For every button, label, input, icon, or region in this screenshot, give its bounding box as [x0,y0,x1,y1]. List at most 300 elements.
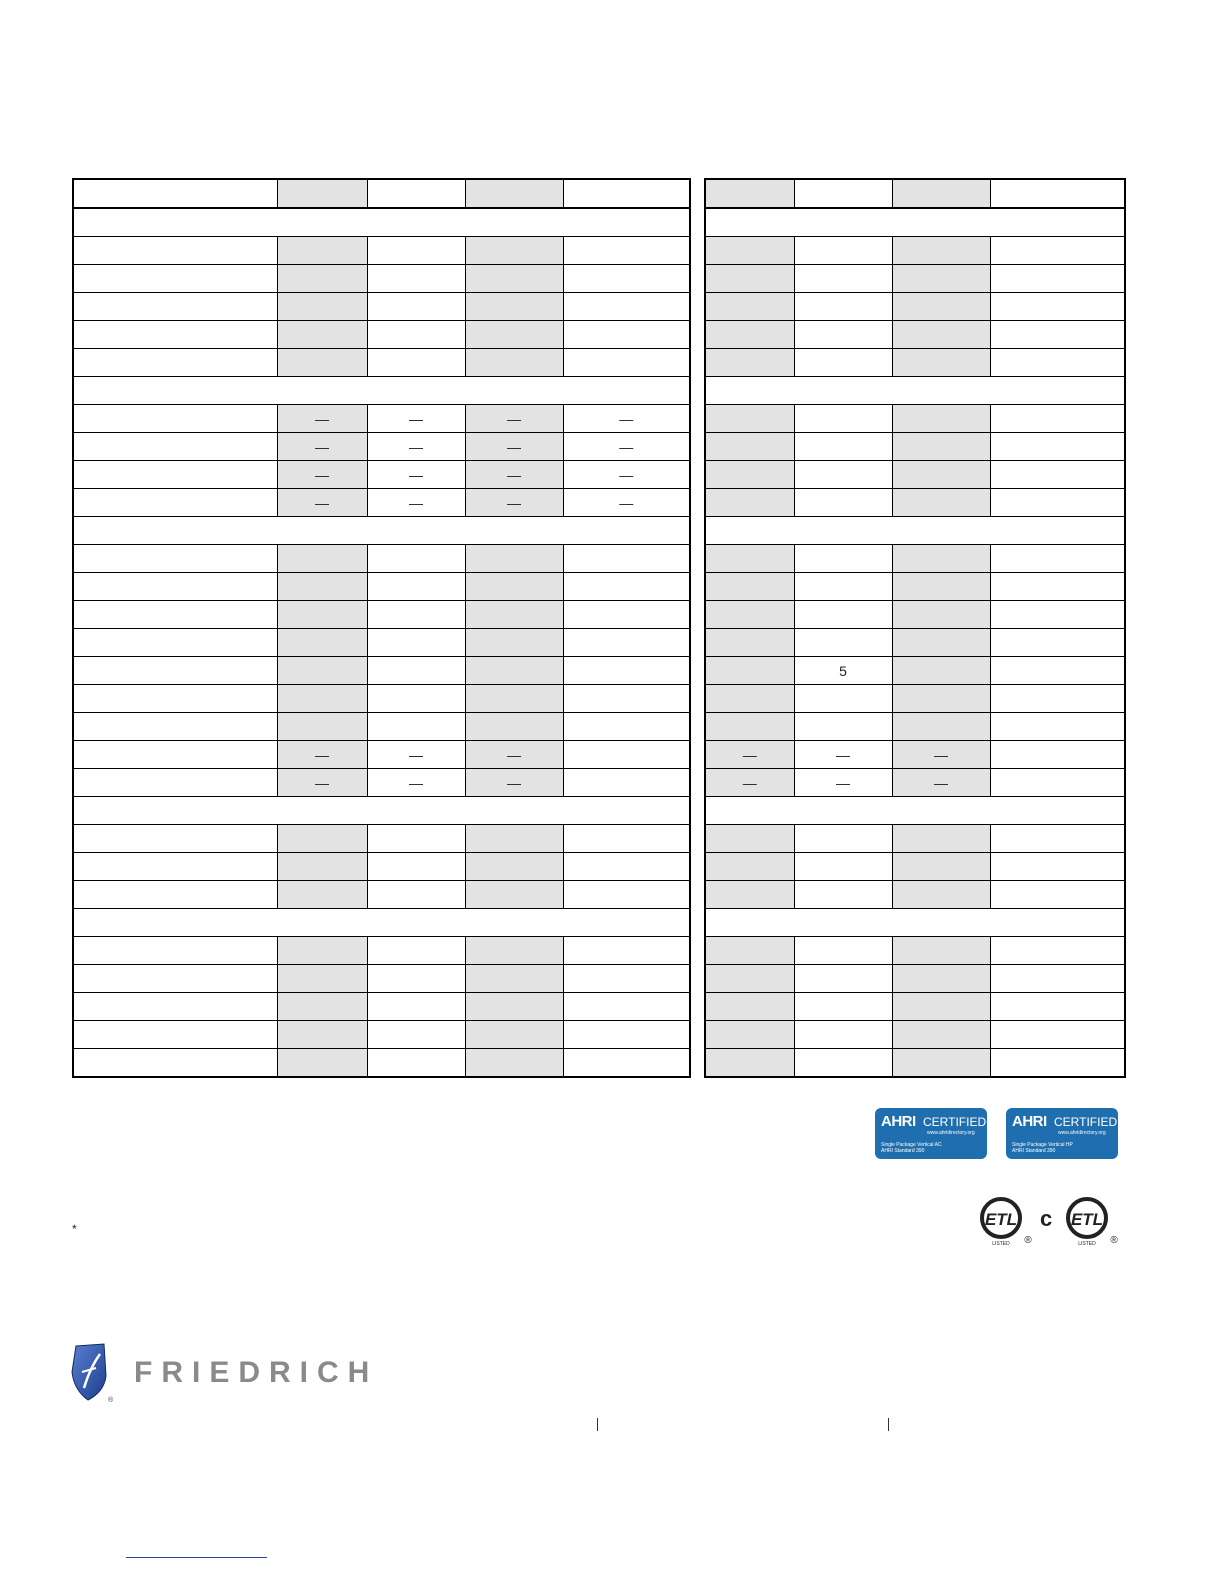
table-row [73,237,690,265]
table-row [73,461,690,489]
table-cell [563,321,690,349]
table-row [73,741,690,769]
table-row [705,601,1125,629]
table-cell [73,769,277,797]
table-cell [465,881,563,909]
section-header-cell [705,377,1125,405]
registered-mark: ® [1024,1235,1032,1246]
table-cell [465,657,563,685]
table-cell [277,601,367,629]
table-cell [367,349,465,377]
table-cell [367,937,465,965]
etl-listed-text: LISTED [992,1241,1010,1247]
etl-canada-c: c [1040,1206,1053,1231]
table-row [73,937,690,965]
table-cell [794,349,892,377]
table-cell [892,237,990,265]
table-cell [990,433,1125,461]
table-cell [277,293,367,321]
table-cell [794,685,892,713]
certified-text: CERTIFIED [923,1115,987,1129]
table-cell [892,545,990,573]
table-cell [73,237,277,265]
section-header-row [73,797,690,825]
table-cell [563,937,690,965]
table-cell [73,489,277,517]
table-cell [465,1049,563,1078]
table-cell [465,349,563,377]
table-cell [705,433,794,461]
section-header-row [73,909,690,937]
ahri-certified-hp-badge [1006,1108,1118,1159]
table-row [705,741,1125,769]
table-cell [73,685,277,713]
ahri-url: www.ahridirectory.org [927,1130,975,1136]
table-cell [73,1021,277,1049]
table-cell [705,713,794,741]
table-cell [465,293,563,321]
table-cell [73,713,277,741]
table-row [73,629,690,657]
table-cell [367,685,465,713]
badge-line-2: AHRI Standard 390 [881,1148,925,1154]
table-cell [277,657,367,685]
table-row [705,881,1125,909]
table-cell [990,461,1125,489]
table-cell: — [277,405,367,433]
table-cell [367,881,465,909]
table-cell [892,601,990,629]
table-cell [465,1021,563,1049]
table-cell [73,993,277,1021]
table-cell [794,825,892,853]
table-cell [367,629,465,657]
table-cell [892,573,990,601]
table-cell [794,1021,892,1049]
footer-link-underline[interactable] [126,1557,267,1558]
section-header-row [705,517,1125,545]
table-row [705,629,1125,657]
table-cell [990,769,1125,797]
table-row [705,769,1125,797]
table-cell: — [465,489,563,517]
table-cell [705,965,794,993]
table-cell [563,573,690,601]
table-cell [367,237,465,265]
table-cell: — [277,769,367,797]
table-cell [705,573,794,601]
table-cell [563,179,690,208]
table-cell: — [794,769,892,797]
table-row [705,1049,1125,1078]
table-cell [277,321,367,349]
table-cell [990,601,1125,629]
table-row [705,937,1125,965]
table-cell: — [367,489,465,517]
section-header-row [705,797,1125,825]
table-cell [73,179,277,208]
table-row [73,881,690,909]
table-cell [277,825,367,853]
table-cell: — [794,741,892,769]
table-cell [794,265,892,293]
table-cell [277,265,367,293]
table-cell [990,1049,1125,1078]
table-cell [367,713,465,741]
badge-description [1012,1142,1073,1154]
table-cell [563,853,690,881]
footer-divider [888,1418,889,1431]
table-cell: — [277,433,367,461]
table-cell [705,179,794,208]
table-cell [277,685,367,713]
table-cell [563,629,690,657]
table-cell [705,601,794,629]
table-cell [794,573,892,601]
table-cell [367,179,465,208]
table-row [705,293,1125,321]
table-cell [367,265,465,293]
table-cell [892,179,990,208]
table-cell [277,881,367,909]
table-cell [465,937,563,965]
section-header-cell [73,797,690,825]
table-cell [705,629,794,657]
table-cell [990,825,1125,853]
table-cell [465,713,563,741]
table-row [73,1049,690,1078]
table-cell [892,937,990,965]
table-cell [705,937,794,965]
table-cell: — [563,433,690,461]
table-cell [73,657,277,685]
table-cell [563,293,690,321]
table-cell [892,461,990,489]
table-cell [892,349,990,377]
table-cell [990,937,1125,965]
table-cell [990,489,1125,517]
table-row [705,405,1125,433]
table-cell [794,461,892,489]
table-cell [990,237,1125,265]
table-cell [794,179,892,208]
table-cell [277,179,367,208]
table-cell [794,713,892,741]
table-cell [277,1021,367,1049]
table-cell [563,713,690,741]
table-cell [705,237,794,265]
section-header-cell [705,208,1125,237]
table-row [705,461,1125,489]
table-cell [73,965,277,993]
table-cell [990,685,1125,713]
table-row [705,265,1125,293]
table-cell [367,601,465,629]
table-cell: — [465,769,563,797]
section-header-cell [705,909,1125,937]
table-cell [277,629,367,657]
table-cell [892,629,990,657]
table-row [705,179,1125,208]
table-cell: — [892,741,990,769]
table-cell [705,1049,794,1078]
badge-description [881,1142,942,1154]
table-cell [794,405,892,433]
table-cell [892,433,990,461]
table-cell [73,433,277,461]
table-cell: — [563,405,690,433]
table-cell [465,685,563,713]
spec-table-left [72,178,691,1078]
table-row [705,825,1125,853]
table-row [73,545,690,573]
table-cell [794,433,892,461]
table-cell [465,265,563,293]
footer-divider [597,1418,598,1431]
table-cell [990,629,1125,657]
table-cell [73,265,277,293]
etl-listed-text: LISTED [1078,1241,1096,1247]
brand-registered-mark: ® [108,1397,114,1404]
table-cell [990,1021,1125,1049]
table-cell [990,405,1125,433]
section-header-row [73,208,690,237]
table-cell [892,853,990,881]
etl-mark-text: ETL [1070,1210,1104,1229]
table-cell [73,741,277,769]
table-cell [465,629,563,657]
table-cell: — [892,769,990,797]
table-cell [892,685,990,713]
table-row [705,853,1125,881]
table-row [705,545,1125,573]
table-cell [705,265,794,293]
table-row [705,433,1125,461]
table-row [73,965,690,993]
table-cell [892,265,990,293]
table-cell [277,853,367,881]
table-row [705,685,1125,713]
table-cell [73,1049,277,1078]
table-cell [563,1049,690,1078]
table-cell: — [277,489,367,517]
table-cell [794,881,892,909]
section-header-row [73,517,690,545]
table-cell [705,489,794,517]
table-cell: — [465,741,563,769]
table-cell [705,685,794,713]
table-cell [990,573,1125,601]
table-row [73,825,690,853]
table-cell: — [367,461,465,489]
table-cell [892,489,990,517]
table-cell [465,965,563,993]
table-cell [794,1049,892,1078]
table-cell [794,629,892,657]
ahri-logo-text: AHRI [881,1113,916,1130]
brand-name: FRIEDRICH [134,1356,379,1389]
table-cell [277,713,367,741]
table-row [73,713,690,741]
table-cell [367,293,465,321]
table-cell [465,179,563,208]
table-cell [73,461,277,489]
table-cell [277,237,367,265]
table-row [73,1021,690,1049]
table-cell [892,1021,990,1049]
table-cell: — [705,741,794,769]
table-cell [794,489,892,517]
table-cell [705,993,794,1021]
table-cell [465,321,563,349]
table-cell [892,993,990,1021]
section-header-cell [73,208,690,237]
table-row [705,321,1125,349]
table-cell [73,937,277,965]
table-cell: — [367,769,465,797]
table-cell [277,349,367,377]
table-cell [990,179,1125,208]
table-cell: — [367,741,465,769]
table-cell [367,825,465,853]
table-cell [563,657,690,685]
table-cell [990,853,1125,881]
registered-mark: ® [1110,1235,1118,1246]
table-cell [892,965,990,993]
table-cell [990,993,1125,1021]
table-cell [73,601,277,629]
table-cell [277,937,367,965]
table-cell [277,1049,367,1078]
table-cell [892,657,990,685]
table-cell [73,545,277,573]
table-cell: 5 [794,657,892,685]
table-cell [563,545,690,573]
section-header-row [73,377,690,405]
section-header-row [705,377,1125,405]
table-cell [990,881,1125,909]
table-cell [277,993,367,1021]
table-cell [794,545,892,573]
table-row [705,237,1125,265]
table-row [73,573,690,601]
table-cell [73,405,277,433]
section-header-cell [73,909,690,937]
table-cell [705,349,794,377]
table-cell [990,265,1125,293]
section-header-cell [705,517,1125,545]
table-cell: — [367,433,465,461]
table-cell [990,321,1125,349]
table-cell [465,825,563,853]
section-header-cell [73,377,690,405]
table-cell [892,1049,990,1078]
table-row [705,993,1125,1021]
etl-listed-logo [976,1196,1036,1248]
etl-listed-logo-us [1062,1196,1122,1248]
table-cell [563,601,690,629]
table-cell [563,1021,690,1049]
table-cell [73,349,277,377]
table-row [73,601,690,629]
table-row [73,433,690,461]
table-cell [367,965,465,993]
table-cell [367,853,465,881]
table-row [73,853,690,881]
section-header-row [705,909,1125,937]
table-row [705,657,1125,685]
table-cell [367,321,465,349]
table-cell [990,293,1125,321]
table-cell [990,349,1125,377]
table-cell [705,853,794,881]
ahri-url: www.ahridirectory.org [1058,1130,1106,1136]
table-cell [563,349,690,377]
table-row [73,321,690,349]
table-cell [990,713,1125,741]
table-cell [73,853,277,881]
table-cell [367,1021,465,1049]
table-cell [794,993,892,1021]
table-cell [563,769,690,797]
table-cell [892,825,990,853]
spec-table-right [704,178,1126,1078]
table-cell: — [705,769,794,797]
table-cell [794,937,892,965]
badge-line-2: AHRI Standard 390 [1012,1148,1056,1154]
table-cell [465,853,563,881]
table-row [73,265,690,293]
table-cell [705,825,794,853]
table-cell [277,965,367,993]
table-cell [563,825,690,853]
table-cell [705,545,794,573]
table-cell [367,573,465,601]
table-cell: — [277,461,367,489]
table-cell [367,1049,465,1078]
table-cell [73,321,277,349]
table-cell [705,657,794,685]
table-cell [563,881,690,909]
table-cell [563,265,690,293]
table-cell [367,545,465,573]
table-cell [892,881,990,909]
table-cell [73,573,277,601]
table-row [705,489,1125,517]
table-cell: — [277,741,367,769]
table-cell [892,713,990,741]
table-cell: — [367,405,465,433]
table-row [705,713,1125,741]
certified-text: CERTIFIED [1054,1115,1118,1129]
table-cell [367,993,465,1021]
table-cell [794,965,892,993]
table-cell [892,321,990,349]
table-cell [563,993,690,1021]
table-cell [892,293,990,321]
ahri-logo-text: AHRI [1012,1113,1047,1130]
table-cell [277,545,367,573]
table-cell [465,545,563,573]
table-row [73,405,690,433]
table-cell [794,321,892,349]
table-row [705,965,1125,993]
table-cell [794,853,892,881]
table-cell [794,601,892,629]
table-cell: — [563,461,690,489]
badge-line-1: Single Package Vertical AC [881,1142,942,1148]
section-header-cell [73,517,690,545]
